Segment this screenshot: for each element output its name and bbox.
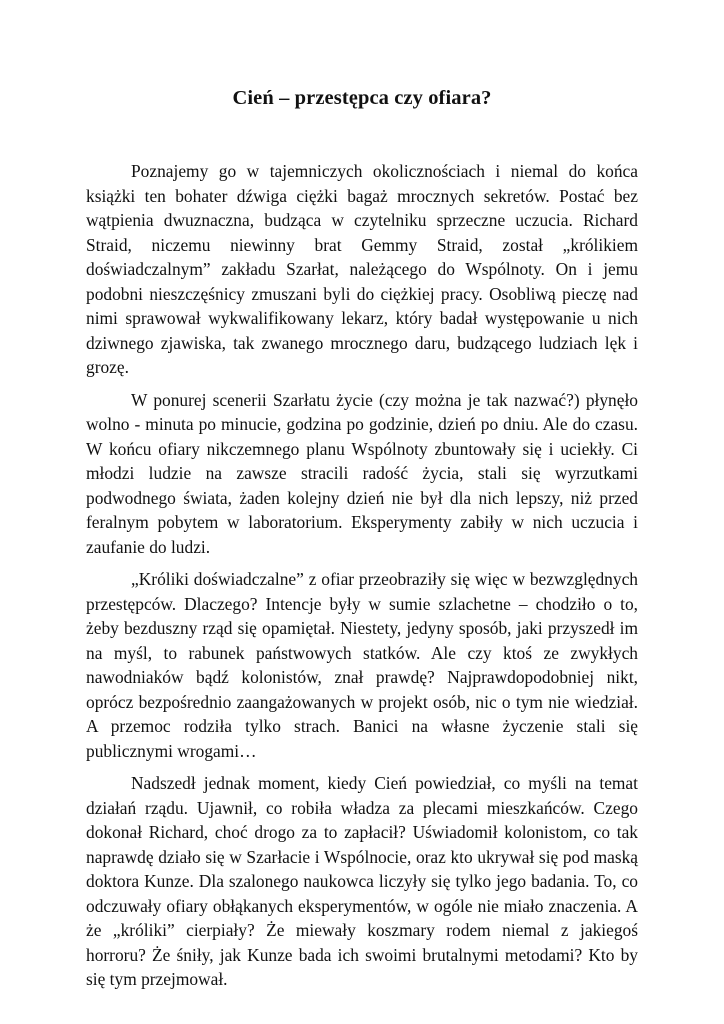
paragraph-4: Nadszedł jednak moment, kiedy Cień powiedział, co myśli na temat działań rządu. Ujawnił, co robiła władza za plecami mieszkańców. Czego dokonał Richard, choć drogo za to zapłacił? Uświadomił kolonistom, co tak naprawdę działo się w Szarłacie i Wspólnocie, oraz kto ukrywał się pod maską doktora Kunze. Dla szalonego naukowca liczyły się tylko jego badania. To, co odczuwały ofiary obłąkanych eksperymentów, w ogóle nie miało znaczenia. A że „króliki” cierpiały? Że miewały koszmary rodem niemal z jakiegoś horroru? Że śniły, jak Kunze bada ich swoimi brutalnymi metodami? Kto by się tym przejmował. <box>86 773 638 989</box>
paragraph-3: „Króliki doświadczalne” z ofiar przeobraziły się więc w bezwzględnych przestępców. Dlaczego? Intencje były w sumie szlachetne – chodziło o to, żeby bezduszny rząd się opamiętał. Niestety, jedyny sposób, jaki przyszedł im na myśl, to rabunek państwowych statków. Ale czy ktoś ze zwykłych nawodniaków bądź kolonistów, znał prawdę? Najprawdopodobniej nikt, oprócz bezpośrednio zaangażowanych w projekt osób, nic o tym nie wiedział. A przemoc rodziła tylko strach. Banici na własne życzenie stali się publicznymi wrogami… <box>86 569 638 761</box>
paragraph-2: W ponurej scenerii Szarłatu życie (czy można je tak nazwać?) płynęło wolno - minuta po minucie, godzina po godzinie, dzień po dniu. Ale do czasu. W końcu ofiary nikczemnego planu Wspólnoty zbuntowały się i uciekły. Ci młodzi ludzie na zawsze stracili radość życia, stali się wyrzutkami podwodnego świata, żaden kolejny dzień nie był dla nich lepszy, niż przed feralnym pobytem w laboratorium. Eksperymenty zabiły w nich uczucia i zaufanie do ludzi. <box>86 389 638 557</box>
paragraph-1: Poznajemy go w tajemniczych okolicznościach i niemal do końca książki ten bohater dźwiga ciężki bagaż mrocznych sekretów. Postać bez wątpienia dwuznaczna, budząca w czytelniku sprzeczne uczucia. Richard Straid, niczemu niewinny brat Gemmy Straid, został „królikiem doświadczalnym” zakładu Szarłat, należącego do Wspólnoty. On i jemu podobni nieszczęśnicy zmuszani byli do ciężkiej pracy. Osobliwą pieczę nad nimi sprawował wykwalifikowany lekarz, który badał występowanie u nich dziwnego zjawiska, tak zwanego mrocznego daru, budzącego ludziach lęk i grozę. <box>86 161 638 377</box>
page-title: Cień – przestępca czy ofiara? <box>232 87 492 109</box>
